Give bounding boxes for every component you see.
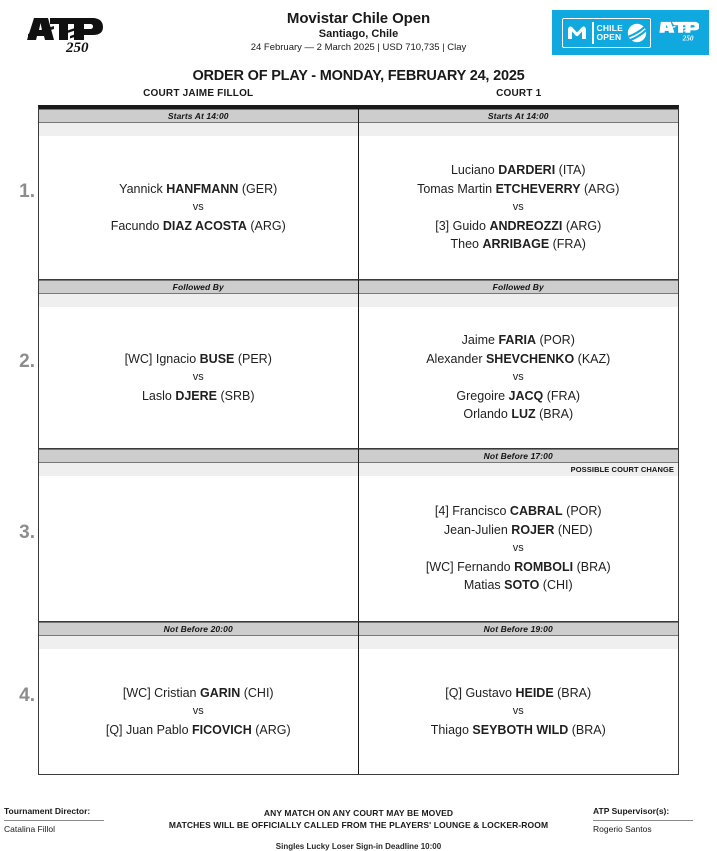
court-change-note (359, 294, 679, 307)
player-line: Gregoire JACQ (FRA) (456, 388, 581, 403)
order-of-play-title: ORDER OF PLAY - MONDAY, FEBRUARY 24, 2025 (192, 68, 525, 84)
chile-open-wordmark (597, 24, 624, 41)
chile-open-line2: OPEN (596, 31, 622, 42)
match-cell-right[interactable] (359, 622, 679, 774)
match-time-label: Followed By (359, 280, 679, 294)
vs-separator: vs (192, 371, 204, 384)
match-time-label: Starts At 14:00 (359, 109, 679, 123)
atp-supervisor-name: Rogerio Santos (593, 824, 652, 834)
match-players (417, 161, 619, 254)
match-time-label: Not Before 20:00 (39, 622, 358, 636)
court-header-court-1: COURT 1 (496, 88, 542, 99)
order-of-play-table (19, 105, 679, 775)
match-players (106, 684, 291, 740)
chile-open-swoosh-icon (626, 23, 648, 43)
atp-supervisor-block (593, 806, 713, 835)
atp-supervisor-label: ATP Supervisor(s): (593, 806, 670, 816)
chile-open-logo (552, 10, 709, 55)
match-cell-right[interactable] (359, 109, 679, 279)
match-cell-left[interactable] (39, 449, 359, 621)
player-line: [4] Francisco CABRAL (POR) (434, 504, 602, 519)
match-cell-left[interactable] (39, 280, 359, 448)
row-number: 4. (19, 685, 35, 706)
court-change-note (39, 636, 358, 649)
row-number: 2. (19, 351, 35, 372)
schedule-row (19, 449, 678, 622)
player-line: [WC] Cristian GARIN (CHI) (122, 685, 274, 700)
svg-text:250: 250 (682, 34, 694, 43)
player-line: Orlando LUZ (BRA) (463, 407, 574, 422)
tournament-director-label: Tournament Director: (4, 806, 91, 816)
atp-supervisor-rule (593, 820, 693, 821)
player-line: [WC] Ignacio BUSE (PER) (124, 351, 272, 366)
vs-separator: vs (192, 705, 204, 718)
match-body (359, 476, 679, 621)
player-line: [Q] Gustavo HEIDE (BRA) (445, 685, 592, 700)
vs-separator: vs (512, 542, 524, 555)
court-change-note: POSSIBLE COURT CHANGE (359, 463, 679, 476)
schedule-row (19, 622, 678, 774)
match-players (125, 350, 272, 406)
schedule-row (19, 280, 678, 449)
tournament-director-name: Catalina Fillol (4, 824, 56, 834)
player-line: Theo ARRIBAGE (FRA) (450, 237, 586, 252)
court-change-note (359, 123, 679, 136)
chile-open-logo-box (562, 18, 651, 48)
player-line: Matias SOTO (CHI) (463, 578, 573, 593)
tournament-city: Santiago, Chile (318, 28, 399, 40)
match-time-label: Followed By (39, 280, 358, 294)
match-cell-left[interactable] (39, 109, 359, 279)
court-change-note (39, 463, 358, 476)
vs-separator: vs (512, 371, 524, 384)
match-players (426, 331, 610, 424)
atp-250-logo-white (659, 17, 699, 48)
vs-separator: vs (512, 705, 524, 718)
match-time-label: Not Before 17:00 (359, 449, 679, 463)
player-line: Alexander SHEVCHENKO (KAZ) (426, 351, 611, 366)
player-line: [Q] Juan Pablo FICOVICH (ARG) (105, 722, 291, 737)
footer-notice-line2: MATCHES WILL BE OFFICIALLY CALLED FROM THE PLAYERS' LOUNGE & LOCKER-ROOM (168, 820, 549, 830)
match-cell-right[interactable] (359, 280, 679, 448)
match-cell-left[interactable] (39, 622, 359, 774)
movistar-m-icon (565, 21, 589, 45)
svg-text:250: 250 (66, 40, 89, 54)
player-line: Yannick HANFMANN (GER) (119, 181, 278, 196)
match-players (111, 180, 286, 236)
player-line: Tomas Martin ETCHEVERRY (ARG) (417, 181, 620, 196)
page-footer (0, 806, 717, 851)
court-header-row (38, 88, 679, 99)
match-time-label: Not Before 19:00 (359, 622, 679, 636)
match-cell-right[interactable] (359, 449, 679, 621)
match-body (39, 307, 358, 448)
player-line: Laslo DJERE (SRB) (141, 388, 255, 403)
row-number: 3. (19, 522, 35, 543)
match-body (39, 649, 358, 774)
court-header-jaime-fillol: COURT JAIME FILLOL (143, 88, 254, 99)
vs-separator: vs (192, 201, 204, 214)
match-players (426, 502, 611, 595)
match-time-label: Starts At 14:00 (39, 109, 358, 123)
player-line: Jean-Julien ROJER (NED) (443, 522, 593, 537)
row-number: 1. (19, 181, 35, 202)
match-body (39, 136, 358, 279)
court-change-note (359, 636, 679, 649)
schedule-row (19, 109, 678, 280)
player-line: Luciano DARDERI (ITA) (450, 163, 586, 178)
match-body (359, 136, 679, 279)
tournament-name: Movistar Chile Open (286, 10, 431, 27)
chile-open-line1: CHILE (596, 23, 623, 33)
footer-notice-line1: ANY MATCH ON ANY COURT MAY BE MOVED (263, 808, 454, 818)
match-players (431, 684, 606, 740)
match-body (39, 476, 358, 621)
court-change-note (39, 123, 358, 136)
match-body (359, 649, 679, 774)
match-body (359, 307, 679, 448)
player-line: Thiago SEYBOTH WILD (BRA) (430, 722, 606, 737)
player-line: [3] Guido ANDREOZZI (ARG) (435, 218, 602, 233)
player-line: [WC] Fernando ROMBOLI (BRA) (425, 559, 611, 574)
player-line: Facundo DIAZ ACOSTA (ARG) (110, 218, 286, 233)
vs-separator: vs (512, 201, 524, 214)
logo-divider (592, 22, 594, 44)
match-time-label (39, 449, 358, 463)
court-change-note (39, 294, 358, 307)
lucky-loser-deadline-notice: Singles Lucky Loser Sign-in Deadline 10:00 (275, 842, 442, 851)
player-line: Jaime FARIA (POR) (461, 333, 575, 348)
page-header (0, 0, 717, 62)
tournament-meta: 24 February — 2 March 2025 | USD 710,735 | Clay (250, 42, 467, 53)
